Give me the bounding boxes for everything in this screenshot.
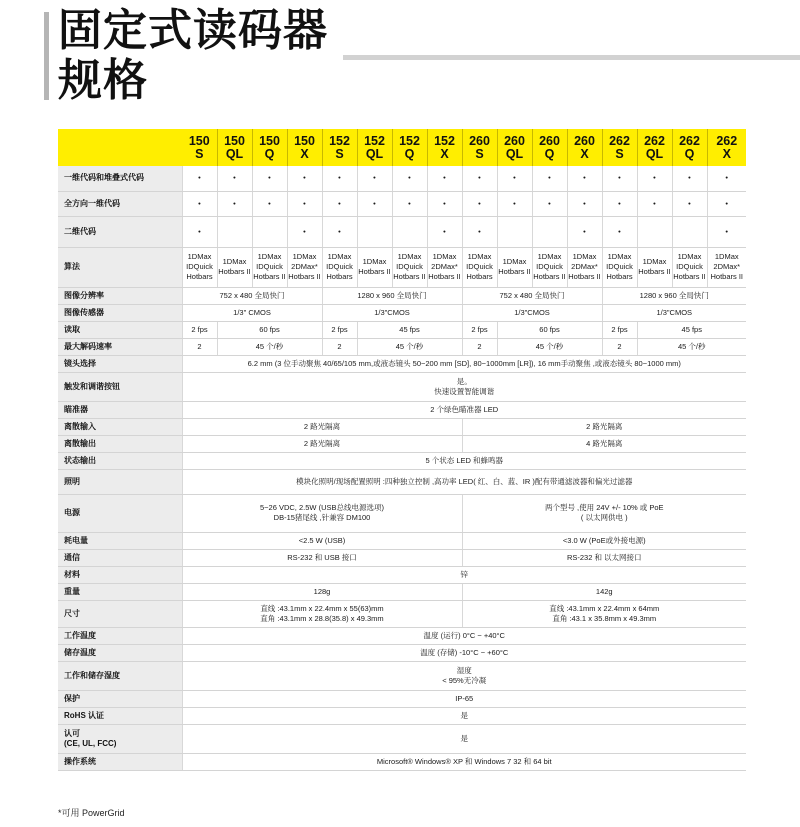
model-variant: QL bbox=[505, 146, 524, 161]
model-variant: Q bbox=[684, 146, 695, 161]
spec-value: 湿度 < 95%无冷凝 bbox=[182, 661, 746, 690]
spec-value: RS-232 和 USB 接口 bbox=[182, 549, 462, 566]
title-accent-horizontal-line bbox=[343, 55, 800, 60]
page-title bbox=[58, 6, 328, 106]
model-header-152-s bbox=[322, 129, 357, 166]
model-header-262-ql bbox=[637, 129, 672, 166]
support-dot: • bbox=[217, 166, 252, 191]
support-dot: • bbox=[182, 191, 217, 216]
spec-row-label: 操作系统 bbox=[58, 753, 182, 770]
model-number: 150 bbox=[259, 133, 280, 148]
spec-value: 1DMax 2DMax* Hotbars II bbox=[567, 247, 602, 287]
spec-row bbox=[58, 355, 746, 372]
spec-value: 2 bbox=[322, 338, 357, 355]
spec-row-label: RoHS 认证 bbox=[58, 707, 182, 724]
spec-row bbox=[58, 372, 746, 401]
spec-row-label: 工作温度 bbox=[58, 627, 182, 644]
spec-value: 1DMax IDQuick Hotbars II bbox=[532, 247, 567, 287]
spec-value bbox=[217, 216, 252, 247]
spec-value: 2 bbox=[182, 338, 217, 355]
model-header-262-q bbox=[672, 129, 707, 166]
spec-value: 1/3" CMOS bbox=[182, 304, 322, 321]
spec-row bbox=[58, 435, 746, 452]
spec-row-label: 照明 bbox=[58, 469, 182, 494]
support-dot: • bbox=[602, 166, 637, 191]
model-variant: X bbox=[300, 146, 309, 161]
spec-value: <2.5 W (USB) bbox=[182, 532, 462, 549]
spec-value bbox=[497, 216, 532, 247]
spec-row-label: 电源 bbox=[58, 494, 182, 532]
spec-value: 128g bbox=[182, 583, 462, 600]
model-variant: X bbox=[722, 146, 731, 161]
model-variant: S bbox=[195, 146, 204, 161]
model-number: 260 bbox=[539, 133, 560, 148]
model-header-260-x bbox=[567, 129, 602, 166]
spec-row bbox=[58, 600, 746, 627]
model-number: 260 bbox=[574, 133, 595, 148]
spec-row bbox=[58, 494, 746, 532]
spec-row-label: 图像分辨率 bbox=[58, 287, 182, 304]
model-variant: S bbox=[475, 146, 484, 161]
header-corner bbox=[58, 129, 182, 166]
spec-value: 1DMax IDQuick Hotbars II bbox=[672, 247, 707, 287]
spec-row-label: 状态输出 bbox=[58, 452, 182, 469]
support-dot: • bbox=[567, 166, 602, 191]
support-dot: • bbox=[287, 216, 322, 247]
support-dot: • bbox=[252, 191, 287, 216]
model-variant: QL bbox=[645, 146, 664, 161]
support-dot: • bbox=[707, 216, 746, 247]
support-dot: • bbox=[322, 191, 357, 216]
spec-row-label: 储存温度 bbox=[58, 644, 182, 661]
support-dot: • bbox=[427, 191, 462, 216]
support-dot: • bbox=[217, 191, 252, 216]
support-dot: • bbox=[252, 166, 287, 191]
spec-value: Microsoft® Windows® XP 和 Windows 7 32 和 64 bit bbox=[182, 753, 746, 770]
spec-value: 752 x 480 全局快门 bbox=[462, 287, 602, 304]
spec-value: 1DMax 2DMax* Hotbars II bbox=[707, 247, 746, 287]
spec-row bbox=[58, 707, 746, 724]
spec-value: 1DMax IDQuick Hotbars bbox=[322, 247, 357, 287]
spec-value: 45 个/秒 bbox=[357, 338, 462, 355]
page-title-line2: 规格 bbox=[58, 55, 148, 106]
model-header-260-ql bbox=[497, 129, 532, 166]
spec-table bbox=[58, 129, 746, 771]
support-dot: • bbox=[392, 191, 427, 216]
spec-value bbox=[532, 216, 567, 247]
spec-row bbox=[58, 690, 746, 707]
spec-row-label: 镜头选择 bbox=[58, 355, 182, 372]
support-dot: • bbox=[602, 191, 637, 216]
model-number: 262 bbox=[644, 133, 665, 148]
support-dot: • bbox=[462, 191, 497, 216]
support-dot: • bbox=[287, 166, 322, 191]
spec-row bbox=[58, 452, 746, 469]
support-dot: • bbox=[672, 191, 707, 216]
support-dot: • bbox=[287, 191, 322, 216]
model-variant: S bbox=[615, 146, 624, 161]
model-variant: QL bbox=[225, 146, 244, 161]
model-variant: X bbox=[580, 146, 589, 161]
spec-value: 1DMax Hotbars II bbox=[497, 247, 532, 287]
spec-row bbox=[58, 583, 746, 600]
spec-row-label: 读取 bbox=[58, 321, 182, 338]
spec-value: 1/3"CMOS bbox=[602, 304, 746, 321]
spec-value bbox=[672, 216, 707, 247]
spec-value: IP-65 bbox=[182, 690, 746, 707]
model-header-152-x bbox=[427, 129, 462, 166]
spec-value: 5 个状态 LED 和蜂鸣器 bbox=[182, 452, 746, 469]
spec-value: RS-232 和 以太网接口 bbox=[462, 549, 746, 566]
spec-row-label: 图像传感器 bbox=[58, 304, 182, 321]
title-area bbox=[0, 0, 800, 118]
spec-row bbox=[58, 401, 746, 418]
support-dot: • bbox=[357, 166, 392, 191]
spec-value: 60 fps bbox=[497, 321, 602, 338]
spec-value: 752 x 480 全局快门 bbox=[182, 287, 322, 304]
spec-row bbox=[58, 418, 746, 435]
spec-row bbox=[58, 566, 746, 583]
spec-value: 1/3"CMOS bbox=[462, 304, 602, 321]
spec-value: 1DMax 2DMax* Hotbars II bbox=[287, 247, 322, 287]
spec-row-label: 一维代码和堆叠式代码 bbox=[58, 166, 182, 191]
spec-value: 两个型号 ,使用 24V +/- 10% 或 PoE ( 以太网供电 ) bbox=[462, 494, 746, 532]
spec-value: 2 路光隔离 bbox=[182, 435, 462, 452]
spec-value: 2 个绿色瞄准器 LED bbox=[182, 401, 746, 418]
spec-value: <3.0 W (PoE或外接电源) bbox=[462, 532, 746, 549]
spec-row bbox=[58, 191, 746, 216]
spec-row-label: 离散输出 bbox=[58, 435, 182, 452]
spec-value: 2 路光隔离 bbox=[462, 418, 746, 435]
spec-value: 45 fps bbox=[357, 321, 462, 338]
spec-value: 1DMax IDQuick Hotbars bbox=[602, 247, 637, 287]
spec-row-label: 认可 (CE, UL, FCC) bbox=[58, 724, 182, 753]
model-header-152-q bbox=[392, 129, 427, 166]
spec-row-label: 通信 bbox=[58, 549, 182, 566]
spec-value: 1DMax IDQuick Hotbars II bbox=[252, 247, 287, 287]
model-header-150-s bbox=[182, 129, 217, 166]
spec-value: 2 fps bbox=[462, 321, 497, 338]
spec-value: 1DMax IDQuick Hotbars II bbox=[392, 247, 427, 287]
spec-value: 2 路光隔离 bbox=[182, 418, 462, 435]
spec-row-label: 重量 bbox=[58, 583, 182, 600]
model-header-262-x bbox=[707, 129, 746, 166]
spec-row bbox=[58, 753, 746, 770]
support-dot: • bbox=[707, 166, 746, 191]
spec-value: 2 fps bbox=[182, 321, 217, 338]
support-dot: • bbox=[357, 191, 392, 216]
support-dot: • bbox=[532, 166, 567, 191]
spec-row-label: 工作和储存湿度 bbox=[58, 661, 182, 690]
spec-row bbox=[58, 304, 746, 321]
spec-row-label: 二维代码 bbox=[58, 216, 182, 247]
support-dot: • bbox=[392, 166, 427, 191]
spec-value: 是 bbox=[182, 707, 746, 724]
spec-value: 1DMax Hotbars II bbox=[357, 247, 392, 287]
model-number: 150 bbox=[294, 133, 315, 148]
model-number: 152 bbox=[329, 133, 350, 148]
model-variant: X bbox=[440, 146, 449, 161]
spec-row-label: 材料 bbox=[58, 566, 182, 583]
support-dot: • bbox=[637, 191, 672, 216]
spec-value: 温度 (运行) 0°C − +40°C bbox=[182, 627, 746, 644]
model-number: 152 bbox=[399, 133, 420, 148]
model-number: 150 bbox=[188, 133, 210, 148]
spec-row bbox=[58, 532, 746, 549]
model-number: 260 bbox=[504, 133, 525, 148]
spec-value: 锌 bbox=[182, 566, 746, 583]
spec-value: 5−26 VDC, 2.5W (USB总线电源选项) DB-15猪尾线 ,针兼容 DM100 bbox=[182, 494, 462, 532]
title-accent-vertical-line bbox=[44, 12, 49, 100]
spec-value: 4 路光隔离 bbox=[462, 435, 746, 452]
spec-value: 1DMax IDQuick Hotbars bbox=[182, 247, 217, 287]
support-dot: • bbox=[672, 166, 707, 191]
support-dot: • bbox=[497, 191, 532, 216]
model-number: 152 bbox=[364, 133, 385, 148]
spec-row-label: 触发和调谐按钮 bbox=[58, 372, 182, 401]
spec-value: 是 bbox=[182, 724, 746, 753]
spec-value: 45 个/秒 bbox=[637, 338, 746, 355]
spec-value bbox=[252, 216, 287, 247]
spec-row-label: 耗电量 bbox=[58, 532, 182, 549]
spec-row bbox=[58, 287, 746, 304]
spec-value: 6.2 mm (3 位手动聚焦 40/65/105 mm,或液态镜头 50−200 mm [SD], 80−1000mm [LR]), 16 mm手动聚焦 ,或液态镜头 80−1000 mm) bbox=[182, 355, 746, 372]
model-header-260-s bbox=[462, 129, 497, 166]
spec-row bbox=[58, 644, 746, 661]
support-dot: • bbox=[182, 216, 217, 247]
spec-row bbox=[58, 321, 746, 338]
model-header-row bbox=[58, 129, 746, 166]
model-header-260-q bbox=[532, 129, 567, 166]
spec-table-body bbox=[58, 166, 746, 770]
model-header-150-q bbox=[252, 129, 287, 166]
model-header-150-ql bbox=[217, 129, 252, 166]
page-title-line1: 固定式读码器 bbox=[58, 5, 328, 56]
spec-row-label: 全方向一维代码 bbox=[58, 191, 182, 216]
model-header-152-ql bbox=[357, 129, 392, 166]
spec-value: 45 个/秒 bbox=[217, 338, 322, 355]
spec-value bbox=[392, 216, 427, 247]
spec-row bbox=[58, 166, 746, 191]
spec-value: 2 bbox=[462, 338, 497, 355]
spec-value bbox=[357, 216, 392, 247]
model-number: 262 bbox=[609, 133, 630, 148]
support-dot: • bbox=[497, 166, 532, 191]
support-dot: • bbox=[427, 166, 462, 191]
spec-row bbox=[58, 338, 746, 355]
support-dot: • bbox=[182, 166, 217, 191]
spec-row-label: 瞄准器 bbox=[58, 401, 182, 418]
spec-value: 2 fps bbox=[322, 321, 357, 338]
spec-row bbox=[58, 247, 746, 287]
support-dot: • bbox=[322, 166, 357, 191]
spec-value: 2 fps bbox=[602, 321, 637, 338]
support-dot: • bbox=[462, 216, 497, 247]
spec-value: 60 fps bbox=[217, 321, 322, 338]
support-dot: • bbox=[427, 216, 462, 247]
spec-value: 2 bbox=[602, 338, 637, 355]
model-number: 262 bbox=[716, 133, 738, 148]
support-dot: • bbox=[322, 216, 357, 247]
spec-row-label: 尺寸 bbox=[58, 600, 182, 627]
model-variant: Q bbox=[544, 146, 555, 161]
support-dot: • bbox=[567, 191, 602, 216]
spec-row bbox=[58, 549, 746, 566]
spec-value: 45 fps bbox=[637, 321, 746, 338]
spec-value: 1280 x 960 全局快门 bbox=[602, 287, 746, 304]
support-dot: • bbox=[707, 191, 746, 216]
model-number: 152 bbox=[434, 133, 455, 148]
model-variant: Q bbox=[264, 146, 275, 161]
spec-row bbox=[58, 627, 746, 644]
spec-row bbox=[58, 216, 746, 247]
spec-row-label: 算法 bbox=[58, 247, 182, 287]
spec-value: 1DMax Hotbars II bbox=[217, 247, 252, 287]
spec-value: 1280 x 960 全局快门 bbox=[322, 287, 462, 304]
support-dot: • bbox=[532, 191, 567, 216]
spec-row bbox=[58, 724, 746, 753]
support-dot: • bbox=[462, 166, 497, 191]
spec-row-label: 最大解码速率 bbox=[58, 338, 182, 355]
model-header-150-x bbox=[287, 129, 322, 166]
model-number: 262 bbox=[679, 133, 700, 148]
model-number: 150 bbox=[224, 133, 245, 148]
spec-value: 1DMax 2DMax* Hotbars II bbox=[427, 247, 462, 287]
model-number: 260 bbox=[469, 133, 490, 148]
spec-value: 1DMax Hotbars II bbox=[637, 247, 672, 287]
spec-value: 直线 :43.1mm x 22.4mm x 55(63)mm 直角 :43.1mm x 28.8(35.8) x 49.3mm bbox=[182, 600, 462, 627]
spec-value: 1/3"CMOS bbox=[322, 304, 462, 321]
spec-value: 142g bbox=[462, 583, 746, 600]
spec-value bbox=[637, 216, 672, 247]
spec-row-label: 保护 bbox=[58, 690, 182, 707]
spec-value: 模块化照明/现场配置照明 :四种独立控制 ,高功率 LED( 红、白、蓝、IR )配有带通滤波器和偏光过滤器 bbox=[182, 469, 746, 494]
support-dot: • bbox=[637, 166, 672, 191]
spec-value: 温度 (存储) -10°C − +60°C bbox=[182, 644, 746, 661]
support-dot: • bbox=[602, 216, 637, 247]
spec-value: 是。 快速设置智能调谐 bbox=[182, 372, 746, 401]
spec-value: 直线 :43.1mm x 22.4mm x 64mm 直角 :43.1 x 35.8mm x 49.3mm bbox=[462, 600, 746, 627]
model-header-262-s bbox=[602, 129, 637, 166]
model-variant: S bbox=[335, 146, 344, 161]
spec-value: 45 个/秒 bbox=[497, 338, 602, 355]
footnote: *可用 PowerGrid bbox=[58, 808, 125, 818]
spec-row-label: 离散输入 bbox=[58, 418, 182, 435]
spec-value: 1DMax IDQuick Hotbars bbox=[462, 247, 497, 287]
spec-row bbox=[58, 469, 746, 494]
model-variant: QL bbox=[365, 146, 384, 161]
model-variant: Q bbox=[404, 146, 415, 161]
support-dot: • bbox=[567, 216, 602, 247]
spec-row bbox=[58, 661, 746, 690]
